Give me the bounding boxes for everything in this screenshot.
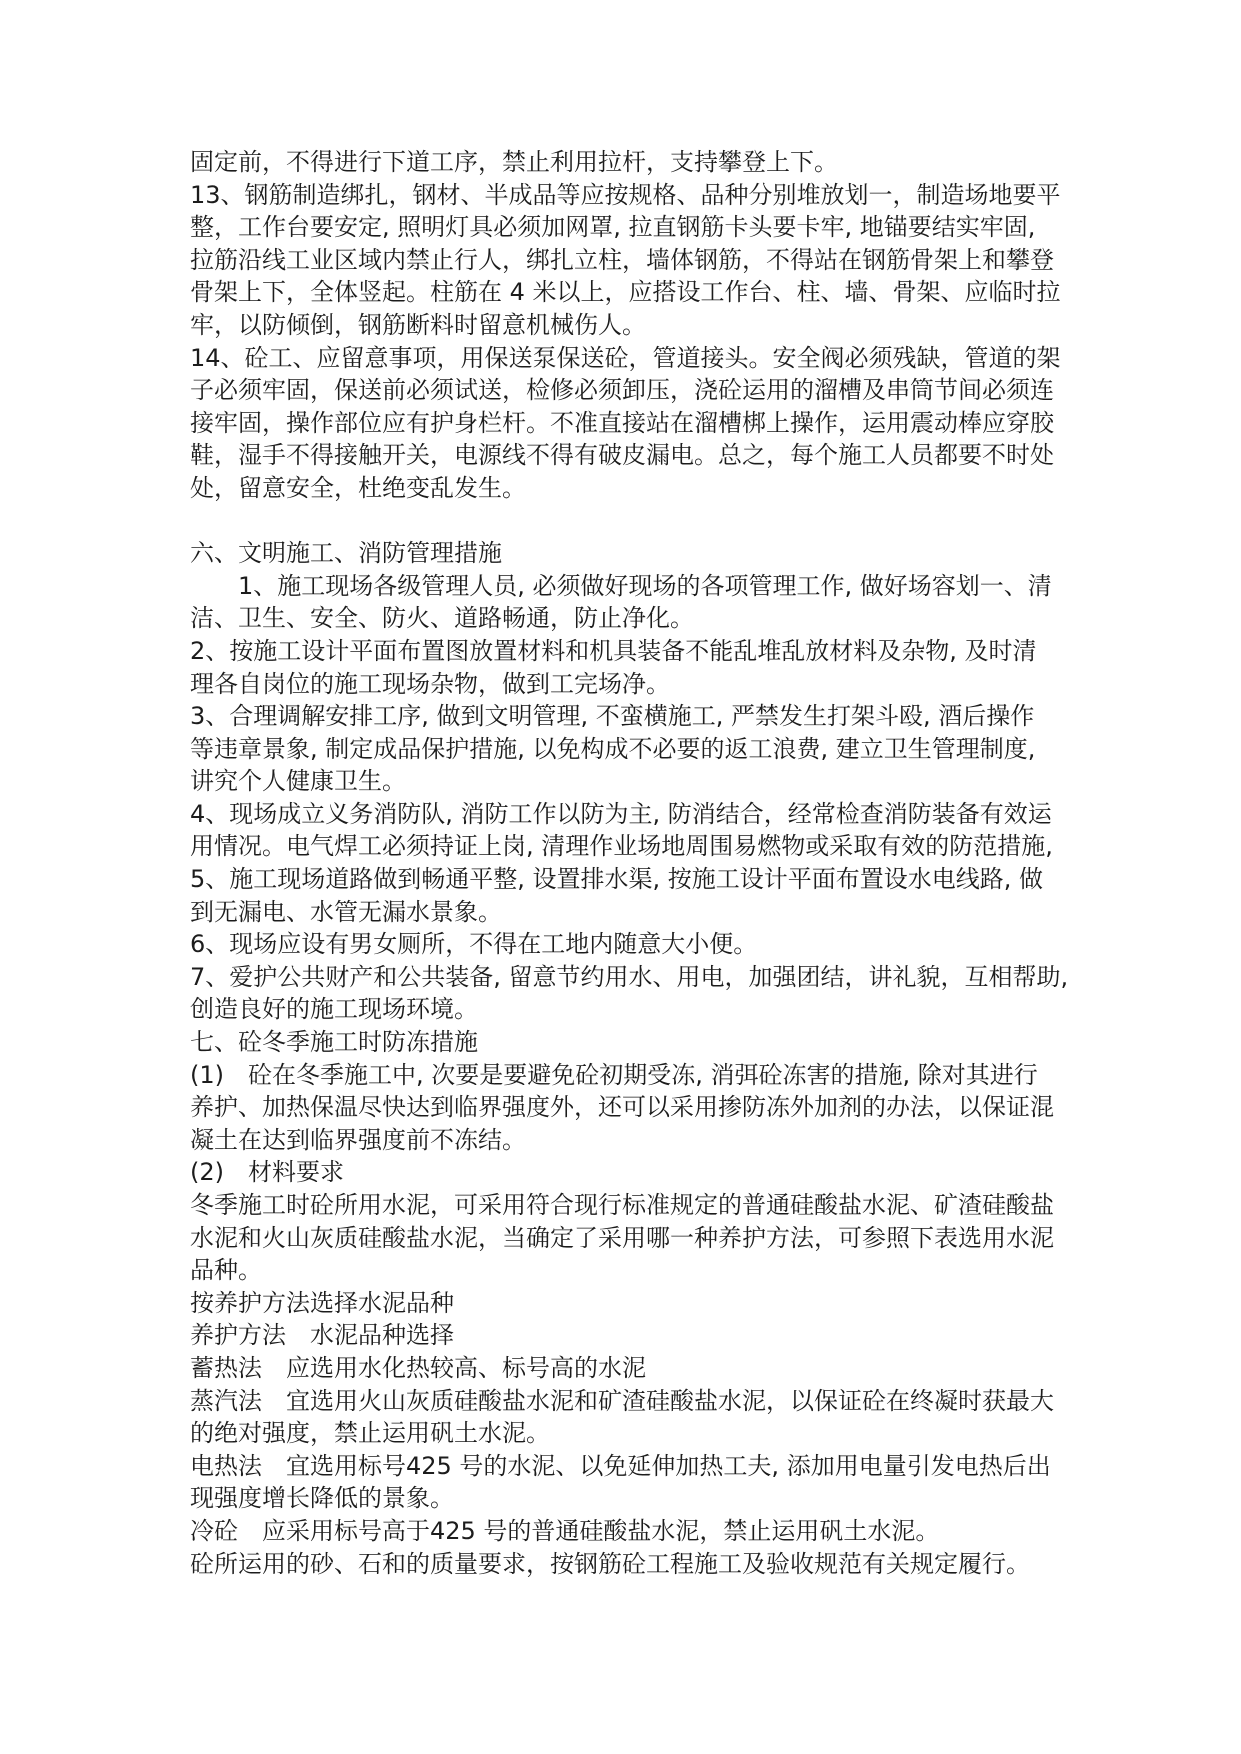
text-line: 现强度增长降低的景象。 [190, 1484, 454, 1513]
text-line: (1) 砼在冬季施工中, 次要是要避免砼初期受冻, 消弭砼冻害的措施, 除对其进行 [190, 1060, 1038, 1089]
text-line: (2) 材料要求 [190, 1158, 344, 1187]
text-line: 蓄热法 应选用水化热较高、标号高的水泥 [190, 1353, 646, 1382]
text-line: 接牢固，操作部位应有护身栏杆。不准直接站在溜槽梆上操作，运用震动棒应穿胶 [190, 408, 1054, 437]
text-line: 骨架上下，全体竖起。柱筋在 4 米以上，应搭设工作台、柱、墙、骨架、应临时拉 [190, 278, 1061, 307]
text-line: 鞋，湿手不得接触开关，电源线不得有破皮漏电。总之，每个施工人员都要不时处 [190, 441, 1054, 470]
text-line: 养护、加热保温尽快达到临界强度外，还可以采用掺防冻外加剂的办法，以保证混 [190, 1093, 1054, 1122]
text-line: 13、钢筋制造绑扎，钢材、半成品等应按规格、品种分别堆放划一，制造场地要平 [190, 180, 1061, 209]
text-line: 7、爱护公共财产和公共装备, 留意节约用水、用电，加强团结，讲礼貌，互相帮助, [190, 962, 1069, 991]
text-line: 等违章景象, 制定成品保护措施, 以免构成不必要的返工浪费, 建立卫生管理制度, [190, 734, 1036, 763]
text-line: 固定前，不得进行下道工序，禁止利用拉杆，支持攀登上下。 [190, 148, 838, 176]
text-line: 1、施工现场各级管理人员, 必须做好现场的各项管理工作, 做好场容划一、清 [238, 571, 1052, 600]
text-line: 的绝对强度，禁止运用矾土水泥。 [190, 1419, 550, 1448]
text-line: 凝土在达到临界强度前不冻结。 [190, 1125, 526, 1154]
paragraph-gap [190, 505, 1090, 538]
text-line: 到无漏电、水管无漏水景象。 [190, 897, 502, 926]
text-line: 冬季施工时砼所用水泥，可采用符合现行标准规定的普通硅酸盐水泥、矿渣硅酸盐 [190, 1191, 1054, 1219]
text-line: 六、文明施工、消防管理措施 [190, 539, 502, 568]
text-line: 拉筋沿线工业区域内禁止行人，绑扎立柱，墙体钢筋，不得站在钢筋骨架上和攀登 [190, 245, 1054, 274]
text-line: 6、现场应设有男女厕所，不得在工地内随意大小便。 [190, 930, 758, 959]
text-line: 按养护方法选择水泥品种 [190, 1288, 454, 1317]
text-line: 水泥和火山灰质硅酸盐水泥，当确定了采用哪一种养护方法，可参照下表选用水泥 [190, 1223, 1054, 1252]
text-line: 子必须牢固，保送前必须试送，检修必须卸压，浇砼运用的溜槽及串筒节间必须连 [190, 376, 1054, 405]
text-line: 电热法 宜选用标号425 号的水泥、以免延伸加热工夫, 添加用电量引发电热后出 [190, 1451, 1051, 1480]
text-line: 5、施工现场道路做到畅通平整, 设置排水渠, 按施工设计平面布置设水电线路, 做 [190, 865, 1044, 894]
text-line: 整，工作台要安定, 照明灯具必须加网罩, 拉直钢筋卡头要卡牢, 地锚要结实牢固, [190, 213, 1036, 242]
text-line: 3、合理调解安排工序, 做到文明管理, 不蛮横施工, 严禁发生打架斗殴, 酒后操作 [190, 702, 1035, 731]
text-line: 用情况。电气焊工必须持证上岗, 清理作业场地周围易燃物或采取有效的防范措施, [190, 832, 1053, 861]
text-line: 蒸汽法 宜选用火山灰质硅酸盐水泥和矿渣硅酸盐水泥，以保证砼在终凝时获最大 [190, 1386, 1054, 1415]
text-line: 创造良好的施工现场环境。 [190, 995, 478, 1024]
text-line: 处，留意安全，杜绝变乱发生。 [190, 473, 526, 502]
text-line: 理各自岗位的施工现场杂物，做到工完场净。 [190, 669, 670, 698]
text-line: 2、按施工设计平面布置图放置材料和机具装备不能乱堆乱放材料及杂物, 及时清 [190, 636, 1037, 665]
text-line: 讲究个人健康卫生。 [190, 767, 406, 796]
text-line: 冷砼 应采用标号高于425 号的普通硅酸盐水泥，禁止运用矾土水泥。 [190, 1516, 940, 1545]
text-line: 七、砼冬季施工时防冻措施 [190, 1028, 478, 1057]
document-body [190, 146, 1090, 1580]
text-line: 品种。 [190, 1256, 262, 1285]
text-line: 牢，以防倾倒，钢筋断料时留意机械伤人。 [190, 310, 646, 339]
text-line: 4、现场成立义务消防队, 消防工作以防为主, 防消结合，经常检查消防装备有效运 [190, 799, 1052, 828]
text-line: 洁、卫生、安全、防火、道路畅通，防止净化。 [190, 604, 694, 633]
text-line: 14、砼工、应留意事项，用保送泵保送砼，管道接头。安全阀必须残缺，管道的架 [190, 343, 1061, 372]
text-line: 砼所运用的砂、石和的质量要求，按钢筋砼工程施工及验收规范有关规定履行。 [190, 1549, 1030, 1578]
text-line: 养护方法 水泥品种选择 [190, 1321, 454, 1350]
